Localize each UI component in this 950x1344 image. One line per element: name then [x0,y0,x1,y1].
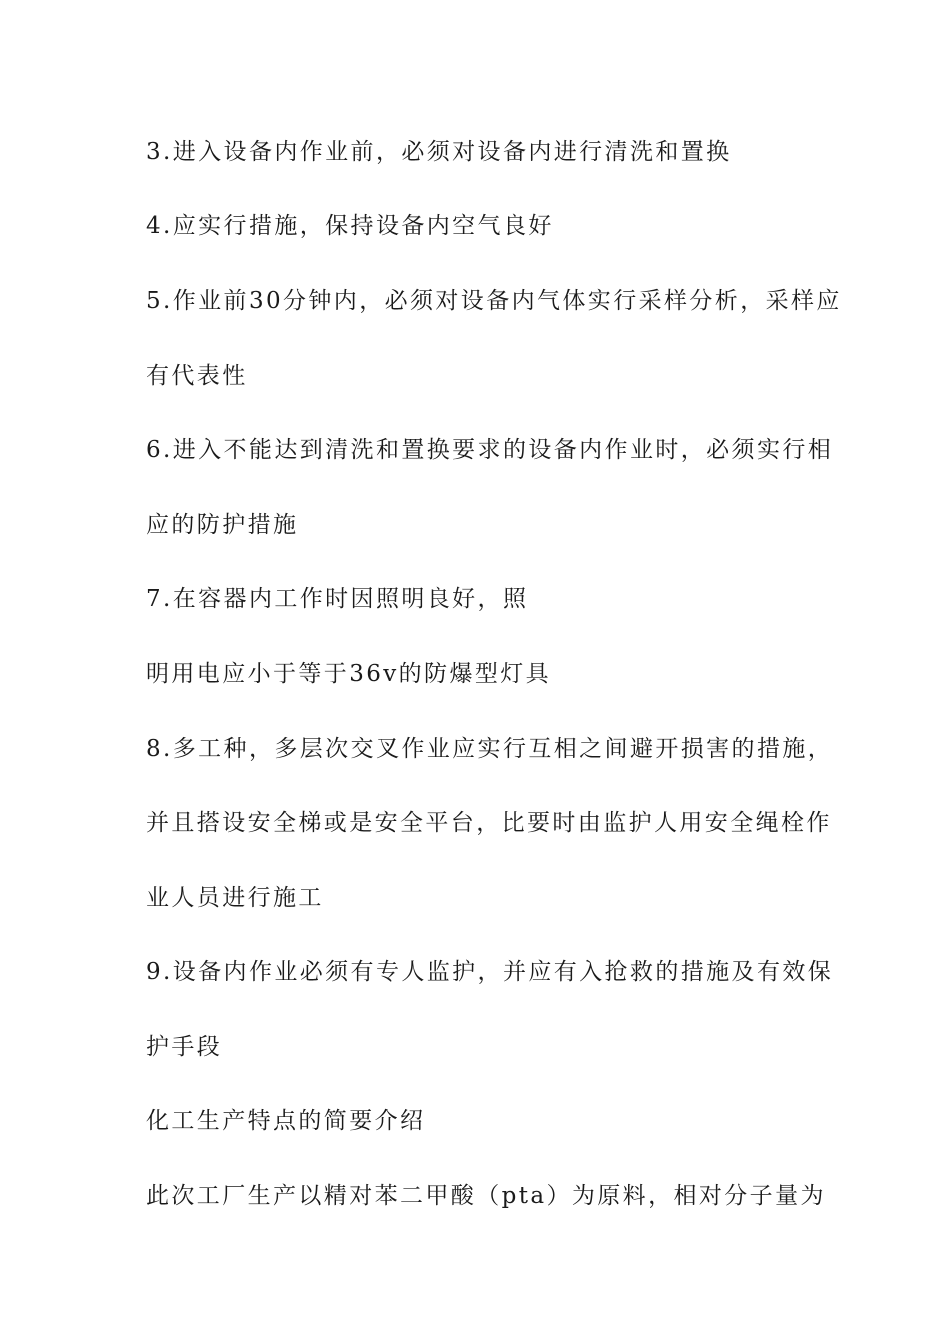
text-line-item-7-cont: 明用电应小于等于36v的防爆型灯具 [146,661,552,687]
text-line-item-7: 7.在容器内工作时因照明良好，照 [146,586,529,612]
text-line-item-6: 6.进入不能达到清洗和置换要求的设备内作业时，必须实行相 [146,437,834,463]
text-line-item-9-cont: 护手段 [146,1034,223,1060]
text-line-item-8-cont-1: 并且搭设安全梯或是安全平台，比要时由监护人用安全绳栓作 [146,810,832,836]
text-line-item-6-cont: 应的防护措施 [146,512,299,538]
text-line-item-3: 3.进入设备内作业前，必须对设备内进行清洗和置换 [146,139,732,165]
section-heading: 化工生产特点的简要介绍 [146,1108,426,1134]
text-line-item-4: 4.应实行措施，保持设备内空气良好 [146,213,554,239]
text-line-item-8: 8.多工种，多层次交叉作业应实行互相之间避开损害的措施， [146,736,834,762]
text-line-item-5-cont: 有代表性 [146,363,248,389]
text-line-paragraph: 此次工厂生产以精对苯二甲酸（pta）为原料，相对分子量为 [146,1183,826,1209]
text-line-item-5: 5.作业前30分钟内，必须对设备内气体实行采样分析，采样应 [146,288,842,314]
text-line-item-8-cont-2: 业人员进行施工 [146,885,324,911]
text-line-item-9: 9.设备内作业必须有专人监护，并应有入抢救的措施及有效保 [146,959,834,985]
